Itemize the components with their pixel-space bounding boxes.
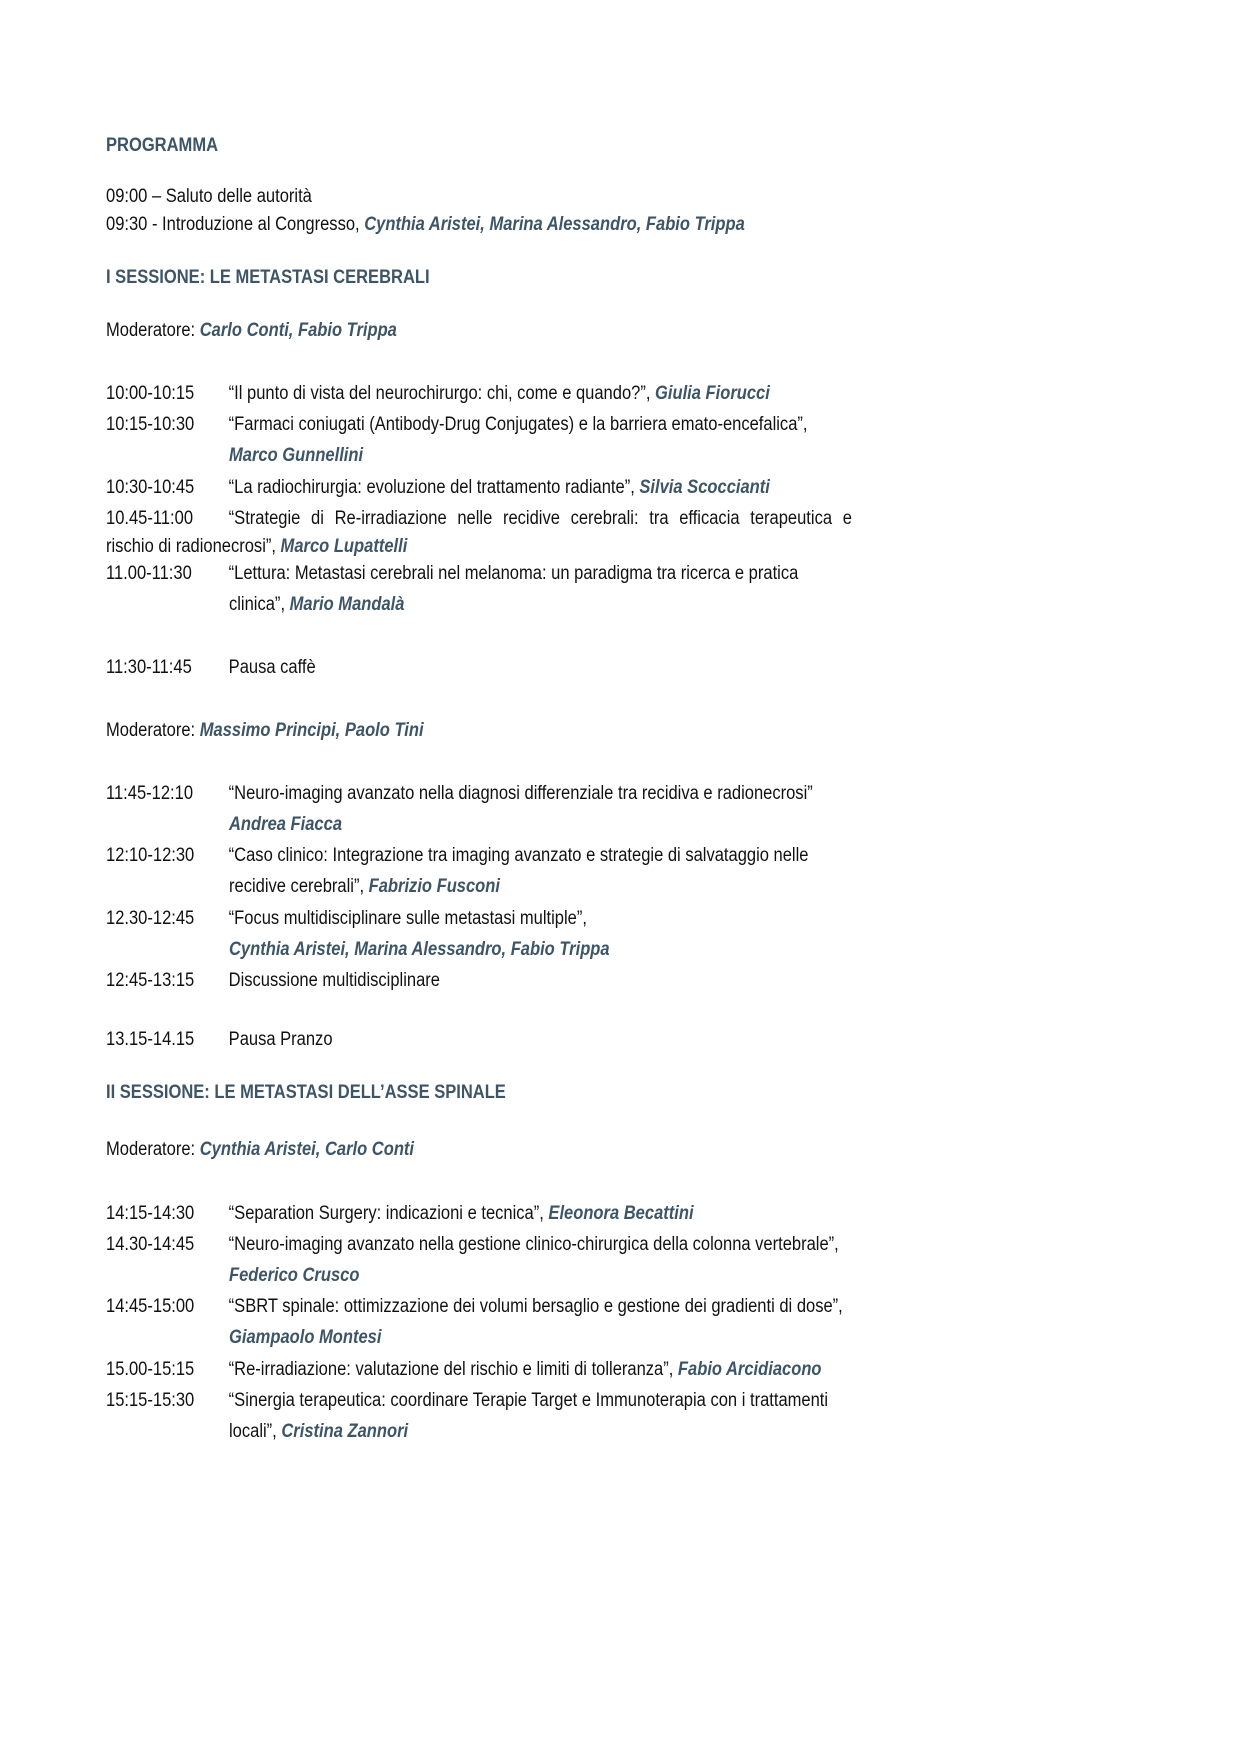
speaker: Fabrizio Fusconi bbox=[368, 876, 500, 897]
program-item bbox=[106, 1295, 843, 1319]
program-item bbox=[106, 1202, 694, 1226]
moderators: Cynthia Aristei, Carlo Conti bbox=[199, 1139, 415, 1160]
talk-title: “La radiochirurgia: evoluzione del trattamento radiante”, bbox=[228, 477, 640, 498]
program-item bbox=[106, 1028, 333, 1052]
moderators: Carlo Conti, Fabio Trippa bbox=[199, 320, 397, 341]
time: 10:30-10:45 bbox=[106, 477, 195, 498]
time: 12.30-12:45 bbox=[106, 908, 195, 929]
time: 11:30-11:45 bbox=[106, 657, 192, 678]
program-item bbox=[106, 476, 770, 500]
speaker: Marco Lupattelli bbox=[280, 536, 408, 557]
time: 15:15-15:30 bbox=[106, 1390, 195, 1411]
program-item bbox=[106, 844, 808, 868]
program-item bbox=[106, 413, 807, 437]
time: 12:10-12:30 bbox=[106, 845, 195, 866]
session-title: II SESSIONE: LE METASTASI DELL’ASSE SPINALE bbox=[106, 1082, 506, 1103]
moderator-line bbox=[106, 1138, 414, 1162]
speaker: Andrea Fiacca bbox=[229, 814, 343, 835]
program-item bbox=[106, 382, 770, 406]
talk-title-cont: recidive cerebrali”, bbox=[229, 876, 369, 897]
program-item bbox=[106, 969, 440, 993]
speaker: Federico Crusco bbox=[229, 1265, 360, 1286]
speaker: Mario Mandalà bbox=[289, 594, 405, 615]
program-item bbox=[106, 1358, 822, 1382]
moderator-line bbox=[106, 719, 424, 743]
moderator-label: Moderatore: bbox=[106, 1139, 200, 1160]
program-item bbox=[106, 782, 813, 806]
speaker: Marco Gunnellini bbox=[229, 445, 364, 466]
program-item bbox=[106, 562, 798, 586]
session-title: I SESSIONE: LE METASTASI CEREBRALI bbox=[106, 267, 430, 288]
time: 10.45-11:00 bbox=[106, 508, 194, 529]
talk-title: “Farmaci coniugati (Antibody-Drug Conjugates) e la barriera emato-encefalica”, bbox=[228, 414, 808, 435]
program-item-cont bbox=[106, 535, 407, 559]
intro-line: 09:00 – Saluto delle autorità bbox=[106, 186, 312, 207]
time: 13.15-14.15 bbox=[106, 1029, 195, 1050]
speaker: Silvia Scoccianti bbox=[639, 477, 770, 498]
talk-title-cont: rischio di radionecrosi”, bbox=[106, 536, 281, 557]
program-item bbox=[106, 1389, 828, 1413]
time: 11.00-11:30 bbox=[106, 563, 192, 584]
speaker: Cynthia Aristei, Marina Alessandro, Fabio Trippa bbox=[229, 939, 610, 960]
talk-title: “Sinergia terapeutica: coordinare Terapie Target e Immunoterapia con i trattamenti bbox=[228, 1390, 829, 1411]
speaker: Cristina Zannori bbox=[281, 1421, 409, 1442]
program-item-cont bbox=[229, 875, 500, 899]
moderators: Massimo Principi, Paolo Tini bbox=[199, 720, 424, 741]
program-item bbox=[106, 1233, 839, 1257]
talk-title: Pausa caffè bbox=[228, 657, 316, 678]
talk-title: “Neuro-imaging avanzato nella diagnosi differenziale tra recidiva e radionecrosi” bbox=[228, 783, 813, 804]
program-item bbox=[106, 656, 316, 680]
talk-title-cont: locali”, bbox=[229, 1421, 282, 1442]
talk-title: “SBRT spinale: ottimizzazione dei volumi bersaglio e gestione dei gradienti di dose”, bbox=[228, 1296, 843, 1317]
intro-line bbox=[106, 213, 745, 237]
talk-title: “Separation Surgery: indicazioni e tecnica”, bbox=[228, 1203, 549, 1224]
talk-title: “Caso clinico: Integrazione tra imaging avanzato e strategie di salvataggio nelle bbox=[228, 845, 809, 866]
program-item bbox=[106, 907, 587, 931]
time: 14:45-15:00 bbox=[106, 1296, 195, 1317]
program-item bbox=[106, 507, 1003, 531]
talk-title: Pausa Pranzo bbox=[228, 1029, 333, 1050]
talk-title: “Lettura: Metastasi cerebrali nel melanoma: un paradigma tra ricerca e pratica bbox=[228, 563, 799, 584]
talk-title: “Strategie di Re-irradiazione nelle recidive cerebrali: tra efficacia terapeutica e bbox=[228, 508, 852, 529]
moderator-label: Moderatore: bbox=[106, 720, 200, 741]
moderator-label: Moderatore: bbox=[106, 320, 200, 341]
time: 14.30-14:45 bbox=[106, 1234, 195, 1255]
time: 12:45-13:15 bbox=[106, 970, 195, 991]
speakers: Cynthia Aristei, Marina Alessandro, Fabio Trippa bbox=[364, 214, 745, 235]
time: 10:00-10:15 bbox=[106, 383, 195, 404]
talk-title: “Neuro-imaging avanzato nella gestione clinico-chirurgica della colonna vertebrale”, bbox=[228, 1234, 839, 1255]
speaker: Giampaolo Montesi bbox=[229, 1327, 382, 1348]
speaker: Giulia Fiorucci bbox=[655, 383, 770, 404]
speaker: Fabio Arcidiacono bbox=[677, 1359, 822, 1380]
speaker: Eleonora Becattini bbox=[548, 1203, 694, 1224]
time: 14:15-14:30 bbox=[106, 1203, 195, 1224]
program-item-cont bbox=[229, 593, 404, 617]
time: 10:15-10:30 bbox=[106, 414, 195, 435]
talk-title: “Focus multidisciplinare sulle metastasi multiple”, bbox=[228, 908, 587, 929]
moderator-line bbox=[106, 319, 397, 343]
talk-title: “Re-irradiazione: valutazione del rischio e limiti di tolleranza”, bbox=[228, 1359, 678, 1380]
talk-title-cont: clinica”, bbox=[229, 594, 290, 615]
program-item-cont bbox=[229, 1420, 408, 1444]
talk-title: Discussione multidisciplinare bbox=[228, 970, 440, 991]
talk-title: “Il punto di vista del neurochirurgo: chi, come e quando?”, bbox=[228, 383, 656, 404]
intro-text: 09:30 - Introduzione al Congresso, bbox=[106, 214, 365, 235]
page-title: PROGRAMMA bbox=[106, 135, 219, 156]
time: 11:45-12:10 bbox=[106, 783, 194, 804]
time: 15.00-15:15 bbox=[106, 1359, 195, 1380]
